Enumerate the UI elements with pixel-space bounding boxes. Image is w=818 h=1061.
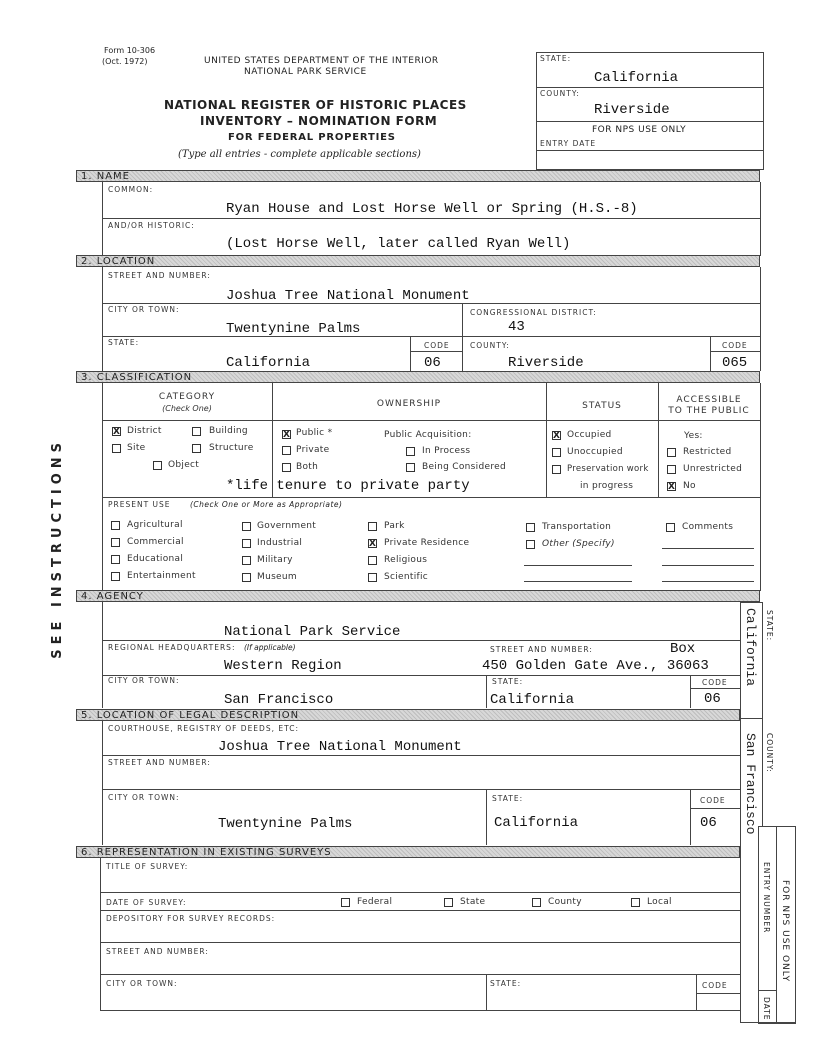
top-county-value: Riverside (594, 102, 670, 118)
location-state-value: California (226, 355, 311, 371)
other-checkbox[interactable] (526, 540, 535, 549)
strip-nps-use-only: FOR NPS USE ONLY (780, 880, 790, 983)
location-county-code-label: CODE (722, 341, 748, 350)
unoccupied-checkbox[interactable] (552, 448, 561, 457)
private-checkbox[interactable] (282, 446, 291, 455)
scientific-label: Scientific (384, 572, 429, 582)
no-label: No (683, 481, 696, 491)
unrestricted-checkbox[interactable] (667, 465, 676, 474)
agency-city-value: San Francisco (224, 692, 334, 708)
industrial-label: Industrial (257, 538, 303, 548)
in-process-label: In Process (422, 446, 471, 456)
section-1-name-header: 1. NAME (76, 170, 760, 182)
object-label: Object (168, 460, 200, 470)
educational-label: Educational (127, 554, 184, 564)
religious-checkbox[interactable] (368, 556, 377, 565)
building-label: Building (209, 426, 248, 436)
side-instructions: SEE INSTRUCTIONS (50, 438, 65, 659)
top-state-value: California (594, 70, 679, 86)
accessible-yes-label: Yes: (684, 431, 703, 441)
survey-date-label: DATE OF SURVEY: (106, 898, 187, 907)
commercial-label: Commercial (127, 537, 184, 547)
park-checkbox[interactable] (368, 522, 377, 531)
educational-checkbox[interactable] (111, 555, 120, 564)
regional-hq-label: REGIONAL HEADQUARTERS: (108, 643, 236, 652)
accessible-header: ACCESSIBLE (676, 395, 742, 405)
entertainment-label: Entertainment (127, 571, 196, 581)
survey-title-label: TITLE OF SURVEY: (106, 862, 189, 871)
courthouse-value: Joshua Tree National Monument (218, 739, 462, 755)
top-state-label: STATE: (540, 54, 572, 63)
legal-state-label: STATE: (492, 794, 524, 803)
legal-street-label: STREET AND NUMBER: (108, 758, 211, 767)
comments-checkbox[interactable] (666, 523, 675, 532)
category-subheader: (Check One) (162, 404, 212, 413)
occupied-checkbox[interactable]: X (553, 431, 560, 441)
agency-code-label: CODE (702, 678, 728, 687)
being-considered-checkbox[interactable] (406, 463, 415, 472)
survey-city-label: CITY OR TOWN: (106, 979, 178, 988)
scientific-checkbox[interactable] (368, 573, 377, 582)
religious-label: Religious (384, 555, 428, 565)
common-name-label: COMMON: (108, 185, 154, 194)
restricted-label: Restricted (683, 447, 732, 457)
agency-street-value-box: Box (670, 641, 696, 657)
entertainment-checkbox[interactable] (111, 572, 120, 581)
being-considered-label: Being Considered (422, 462, 506, 472)
section-6-surveys-header: 6. REPRESENTATION IN EXISTING SURVEYS (76, 846, 740, 858)
county-label: County (548, 897, 582, 907)
agency-street-value: 450 Golden Gate Ave., 36063 (482, 658, 709, 674)
entry-date-label: ENTRY DATE (540, 139, 597, 148)
government-label: Government (257, 521, 317, 531)
location-county-label: COUNTY: (470, 341, 510, 350)
local-checkbox[interactable] (631, 898, 640, 907)
unoccupied-label: Unoccupied (567, 447, 623, 457)
form-instructions: (Type all entries - complete applicable sections) (178, 149, 421, 160)
agency-value: National Park Service (224, 624, 401, 640)
form-number: Form 10-306 (104, 46, 156, 55)
department-line-1: UNITED STATES DEPARTMENT OF THE INTERIOR (204, 56, 439, 66)
ownership-header: OWNERSHIP (376, 399, 442, 409)
no-checkbox[interactable]: X (668, 482, 675, 492)
congressional-district-label: CONGRESSIONAL DISTRICT: (470, 308, 597, 317)
congressional-district-value: 43 (508, 319, 525, 335)
present-use-sublabel: (Check One or More as Appropriate) (190, 500, 343, 509)
present-use-label: PRESENT USE (108, 500, 171, 509)
public-acquisition-label: Public Acquisition: (384, 430, 472, 440)
survey-street-label: STREET AND NUMBER: (106, 947, 209, 956)
legal-city-value: Twentynine Palms (218, 816, 353, 832)
strip-county-label: COUNTY: (765, 733, 774, 773)
legal-city-label: CITY OR TOWN: (108, 793, 180, 802)
agency-city-label: CITY OR TOWN: (108, 676, 180, 685)
survey-state-field-label: STATE: (490, 979, 522, 988)
district-checkbox[interactable]: X (113, 427, 120, 437)
section-3-classification-header: 3. CLASSIFICATION (76, 371, 760, 383)
category-header: CATEGORY (158, 392, 216, 402)
location-city-value: Twentynine Palms (226, 321, 361, 337)
unrestricted-label: Unrestricted (683, 464, 743, 474)
museum-label: Museum (257, 572, 297, 582)
form-title: NATIONAL REGISTER OF HISTORIC PLACES (164, 98, 467, 112)
common-name-value: Ryan House and Lost Horse Well or Spring (H.S.-8) (226, 201, 638, 217)
historic-name-label: AND/OR HISTORIC: (108, 221, 195, 230)
restricted-checkbox[interactable] (667, 448, 676, 457)
location-street-label: STREET AND NUMBER: (108, 271, 211, 280)
depository-label: DEPOSITORY FOR SURVEY RECORDS: (106, 914, 276, 923)
location-county-value: Riverside (508, 355, 584, 371)
preservation-label: Preservation work (567, 464, 649, 474)
legal-code-value: 06 (700, 815, 717, 831)
building-checkbox[interactable] (192, 427, 201, 436)
occupied-label: Occupied (567, 430, 612, 440)
department-line-2: NATIONAL PARK SERVICE (244, 67, 367, 77)
site-label: Site (127, 443, 146, 453)
legal-code-label: CODE (700, 796, 726, 805)
survey-code-label: CODE (702, 981, 728, 990)
comments-label: Comments (682, 522, 734, 532)
structure-checkbox[interactable] (192, 444, 201, 453)
military-label: Military (257, 555, 293, 565)
agency-state-value: California (490, 692, 575, 708)
status-header: STATUS (582, 401, 622, 411)
transportation-checkbox[interactable] (526, 523, 535, 532)
strip-state-label: STATE: (765, 610, 774, 642)
location-street-value: Joshua Tree National Monument (226, 288, 470, 304)
county-checkbox[interactable] (532, 898, 541, 907)
strip-date: DATE (762, 997, 771, 1021)
agency-state-label: STATE: (492, 677, 524, 686)
federal-checkbox[interactable] (341, 898, 350, 907)
survey-state-label: State (460, 897, 486, 907)
life-tenure-note: *life tenure to private party (226, 478, 470, 494)
nps-use-only-label: FOR NPS USE ONLY (592, 125, 687, 135)
structure-label: Structure (209, 443, 254, 453)
section-4-agency-header: 4. AGENCY (76, 590, 760, 602)
federal-label: Federal (357, 897, 393, 907)
section-5-legal-description-header: 5. LOCATION OF LEGAL DESCRIPTION (76, 709, 740, 721)
private-residence-label: Private Residence (384, 538, 470, 548)
both-label: Both (296, 462, 319, 472)
in-progress-label: in progress (580, 481, 634, 491)
section-2-location-header: 2. LOCATION (76, 255, 760, 267)
government-checkbox[interactable] (242, 522, 251, 531)
agricultural-checkbox[interactable] (111, 521, 120, 530)
form-date: (Oct. 1972) (102, 57, 148, 66)
accessible-subheader: TO THE PUBLIC (668, 406, 750, 416)
public-label: Public * (296, 428, 333, 438)
form-subtitle: INVENTORY – NOMINATION FORM (200, 114, 438, 128)
other-label: Other (Specify) (542, 539, 615, 549)
legal-state-value: California (494, 815, 579, 831)
industrial-checkbox[interactable] (242, 539, 251, 548)
agricultural-label: Agricultural (127, 520, 183, 530)
regional-hq-sublabel: (If applicable) (244, 643, 296, 652)
location-city-label: CITY OR TOWN: (108, 305, 180, 314)
museum-checkbox[interactable] (242, 573, 251, 582)
agency-code-value: 06 (704, 691, 721, 707)
local-label: Local (647, 897, 672, 907)
location-state-code-label: CODE (424, 341, 450, 350)
in-process-checkbox[interactable] (406, 447, 415, 456)
district-label: District (127, 426, 162, 436)
private-label: Private (296, 445, 330, 455)
agency-street-label: STREET AND NUMBER: (490, 645, 593, 654)
location-county-code-value: 065 (722, 355, 748, 371)
object-checkbox[interactable] (153, 461, 162, 470)
transportation-label: Transportation (542, 522, 612, 532)
strip-state-value: California (743, 608, 758, 687)
both-checkbox[interactable] (282, 463, 291, 472)
strip-county-value: San Francisco (743, 733, 758, 835)
top-county-label: COUNTY: (540, 89, 580, 98)
courthouse-label: COURTHOUSE, REGISTRY OF DEEDS, ETC: (108, 724, 299, 733)
park-label: Park (384, 521, 405, 531)
commercial-checkbox[interactable] (111, 538, 120, 547)
strip-entry-number: ENTRY NUMBER (762, 862, 771, 934)
public-checkbox[interactable]: X (283, 430, 290, 440)
historic-name-value: (Lost Horse Well, later called Ryan Well) (226, 236, 571, 252)
location-state-code-value: 06 (424, 355, 441, 371)
location-state-label: STATE: (108, 338, 140, 347)
form-subtitle-federal: FOR FEDERAL PROPERTIES (228, 132, 396, 143)
preservation-checkbox[interactable] (552, 465, 561, 474)
military-checkbox[interactable] (242, 556, 251, 565)
private-residence-checkbox[interactable]: X (369, 539, 376, 549)
regional-hq-value: Western Region (224, 658, 342, 674)
site-checkbox[interactable] (112, 444, 121, 453)
survey-state-checkbox[interactable] (444, 898, 453, 907)
